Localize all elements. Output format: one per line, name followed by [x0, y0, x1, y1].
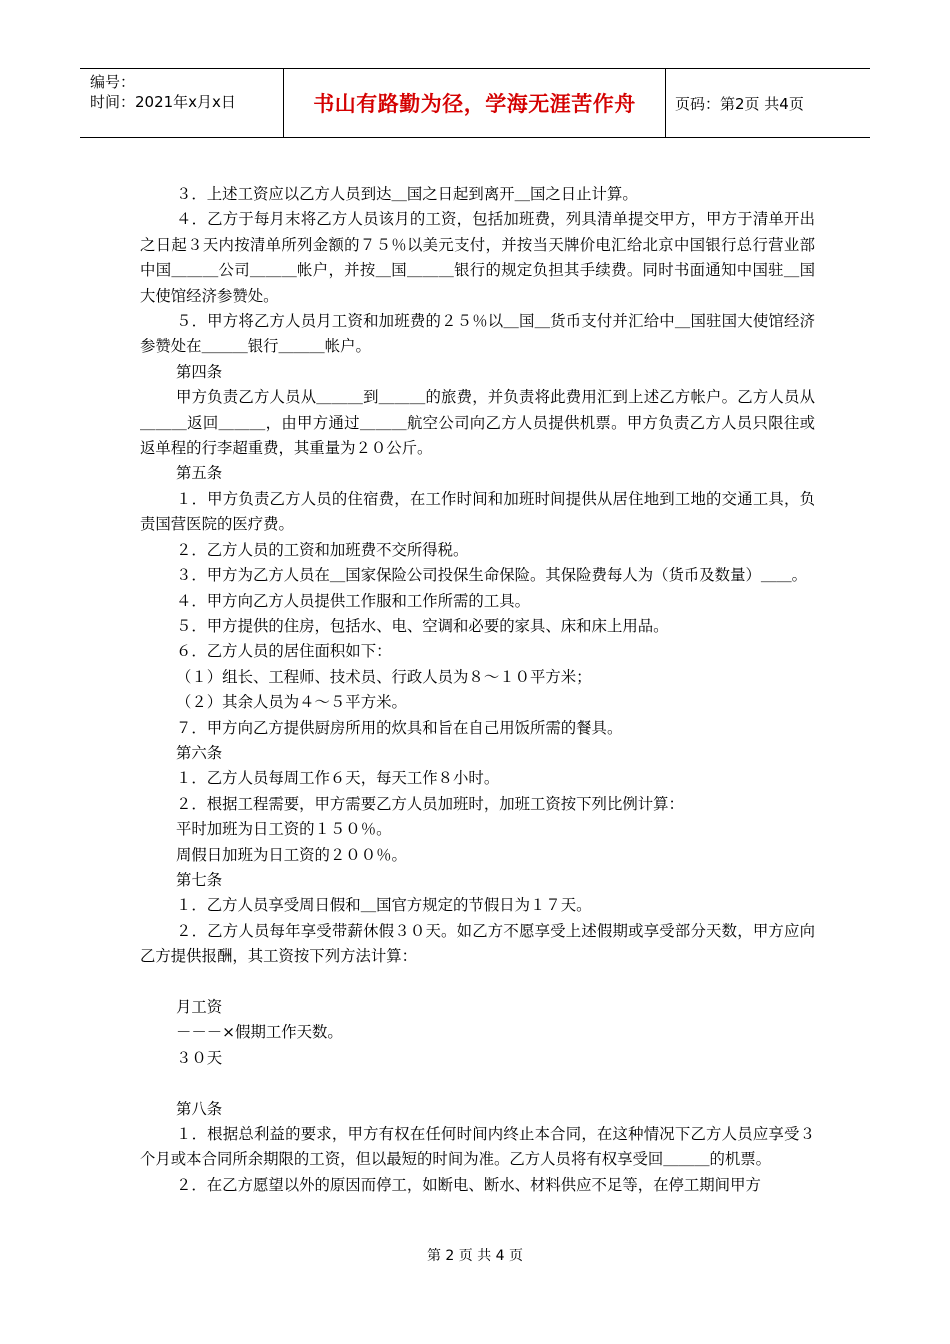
- paragraph: １．根据总利益的要求，甲方有权在任何时间内终止本合同，在这种情况下乙方人员应享受３个月或本合同所余期限的工资，但以最短的时间为准。乙方人员将有权享受回＿＿＿的机票。: [140, 1125, 815, 1169]
- paragraph: ３．上述工资应以乙方人员到达＿国之日起到离开＿国之日止计算。: [176, 185, 638, 203]
- page-header: [80, 68, 870, 138]
- paragraph: ２．乙方人员每年享受带薪休假３０天。如乙方不愿享受上述假期或享受部分天数，甲方应向乙方提供报酬，其工资按下列方法计算：: [140, 921, 815, 966]
- paragraph: 周假日加班为日工资的２００％。: [176, 845, 407, 864]
- header-date: 时间：2021年x月x日: [90, 93, 236, 111]
- section-heading: 第五条: [176, 464, 223, 483]
- paragraph: 平时加班为日工资的１５０％。: [176, 820, 392, 839]
- paragraph: ３．甲方为乙方人员在＿国家保险公司投保生命保险。其保险费每人为（货币及数量）＿＿。: [176, 566, 808, 585]
- formula-line: －－－×假期工作天数。: [176, 1023, 343, 1042]
- section-heading: 第四条: [176, 362, 223, 381]
- paragraph: （１）组长、工程师、技术员、行政人员为８～１０平方米；: [176, 667, 592, 686]
- contract-body: [140, 182, 815, 1198]
- paragraph: ５．甲方提供的住房，包括水、电、空调和必要的家具、床和床上用品。: [176, 616, 669, 635]
- header-meta: [90, 72, 236, 112]
- spacer: [140, 1071, 815, 1096]
- paragraph: ４．乙方于每月末将乙方人员该月的工资，包括加班费，列具清单提交甲方，甲方于清单开出之日起３天内按清单所列金额的７５％以美元支付，并按当天牌价电汇给北京中国银行总行营业部中国＿＿＿公司＿＿＿帐户，并按＿国＿＿＿银行的规定负担其手续费。同时书面通知中国驻＿国大使馆经济参赞处。: [140, 210, 815, 305]
- paragraph: １．乙方人员每周工作６天，每天工作８小时。: [176, 769, 500, 788]
- paragraph: ６．乙方人员的居住面积如下：: [176, 642, 392, 661]
- paragraph: ７．甲方向乙方提供厨房所用的炊具和旨在自己用饭所需的餐具。: [176, 718, 623, 737]
- paragraph: 甲方负责乙方人员从＿＿＿到＿＿＿的旅费，并负责将此费用汇到上述乙方帐户。乙方人员从＿＿＿返回＿＿＿，由甲方通过＿＿＿航空公司向乙方人员提供机票。甲方负责乙方人员只限往或返单程的行李超重费，其重量为２０公斤。: [140, 388, 815, 458]
- formula-numerator: 月工资: [176, 997, 223, 1016]
- header-page-info: 页码：第2页 共4页: [675, 95, 804, 113]
- section-heading: 第八条: [176, 1099, 223, 1118]
- formula-denominator: ３０天: [176, 1048, 223, 1067]
- paragraph: １．乙方人员享受周日假和＿国官方规定的节假日为１７天。: [176, 896, 592, 915]
- paragraph: １．甲方负责乙方人员的住宿费，在工作时间和加班时间提供从居住地到工地的交通工具，负责国营医院的医疗费。: [140, 489, 815, 534]
- section-heading: 第六条: [176, 743, 223, 762]
- paragraph: ２．在乙方愿望以外的原因而停工，如断电、断水、材料供应不足等，在停工期间甲方: [176, 1175, 761, 1194]
- header-number: 编号：: [90, 73, 136, 91]
- paragraph: ２．根据工程需要，甲方需要乙方人员加班时，加班工资按下列比例计算：: [176, 794, 684, 813]
- page-footer: 第 2 页 共 4 页: [426, 1248, 524, 1264]
- paragraph: ２．乙方人员的工资和加班费不交所得税。: [176, 540, 469, 559]
- paragraph: （２）其余人员为４～５平方米。: [176, 693, 407, 712]
- paragraph: ５．甲方将乙方人员月工资和加班费的２５％以＿国＿货币支付并汇给中＿国驻国大使馆经济参赞处在＿＿＿银行＿＿＿帐户。: [140, 312, 815, 356]
- section-heading: 第七条: [176, 870, 223, 889]
- header-motto: 书山有路勤为径，学海无涯苦作舟: [313, 92, 636, 116]
- spacer: [140, 970, 815, 995]
- paragraph: ４．甲方向乙方人员提供工作服和工作所需的工具。: [176, 591, 530, 610]
